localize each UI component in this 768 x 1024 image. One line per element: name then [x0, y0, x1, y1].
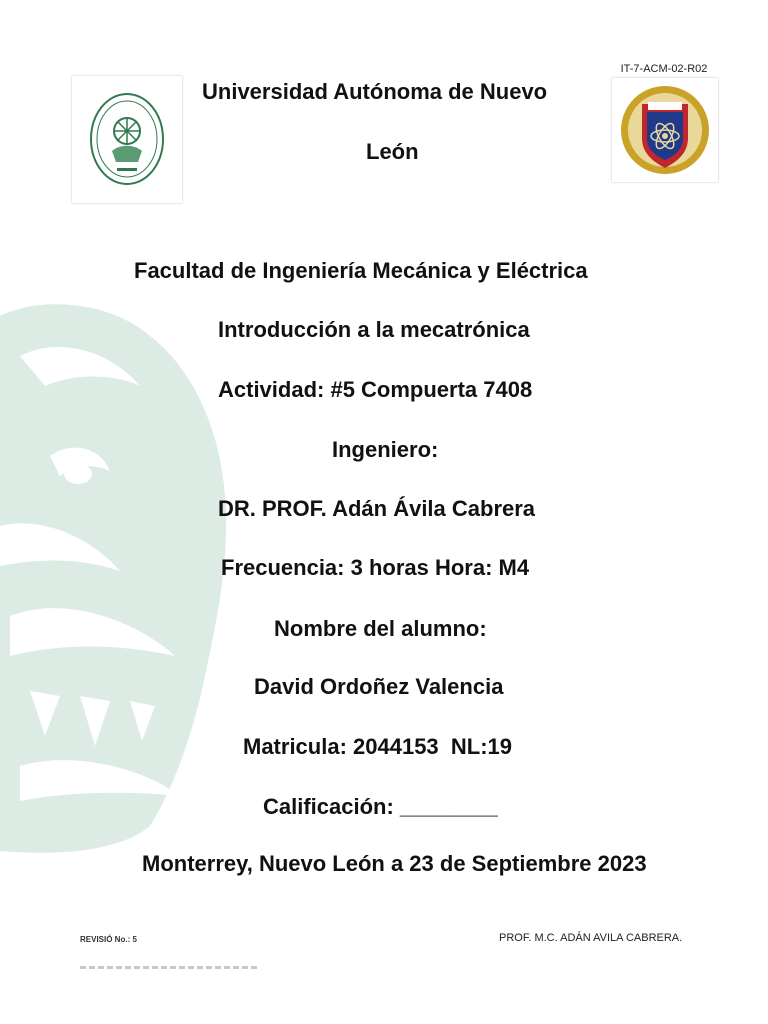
student-name: David Ordoñez Valencia	[254, 674, 504, 699]
place-and-date: Monterrey, Nuevo León a 23 de Septiembre 2023	[142, 851, 647, 876]
course-name: Introducción a la mecatrónica	[218, 317, 530, 342]
frequency-line: Frecuencia: 3 horas Hora: M4	[221, 555, 530, 580]
faculty-name: Facultad de Ingeniería Mecánica y Eléctrica	[134, 258, 588, 283]
university-name-line-1: Universidad Autónoma de Nuevo	[202, 79, 548, 104]
document-code: IT-7-ACM-02-R02	[620, 63, 708, 75]
bear-watermark	[0, 296, 230, 856]
footer-cutoff-text	[80, 966, 260, 969]
grade-line: Calificación: ________	[263, 794, 498, 819]
revision-number: REVISIÓ No.: 5	[80, 935, 137, 944]
student-label: Nombre del alumno:	[274, 616, 487, 641]
fime-logo	[72, 76, 182, 203]
student-id-line: Matricula: 2044153 NL:19	[243, 734, 513, 759]
uanl-seal-logo	[612, 78, 718, 182]
professor-footer: PROF. M.C. ADÁN AVILA CABRERA.	[499, 932, 683, 944]
engineer-name: DR. PROF. Adán Ávila Cabrera	[218, 496, 536, 521]
engineer-label: Ingeniero:	[332, 437, 439, 462]
activity-title: Actividad: #5 Compuerta 7408	[218, 377, 533, 402]
university-name-line-2: León	[366, 139, 419, 164]
